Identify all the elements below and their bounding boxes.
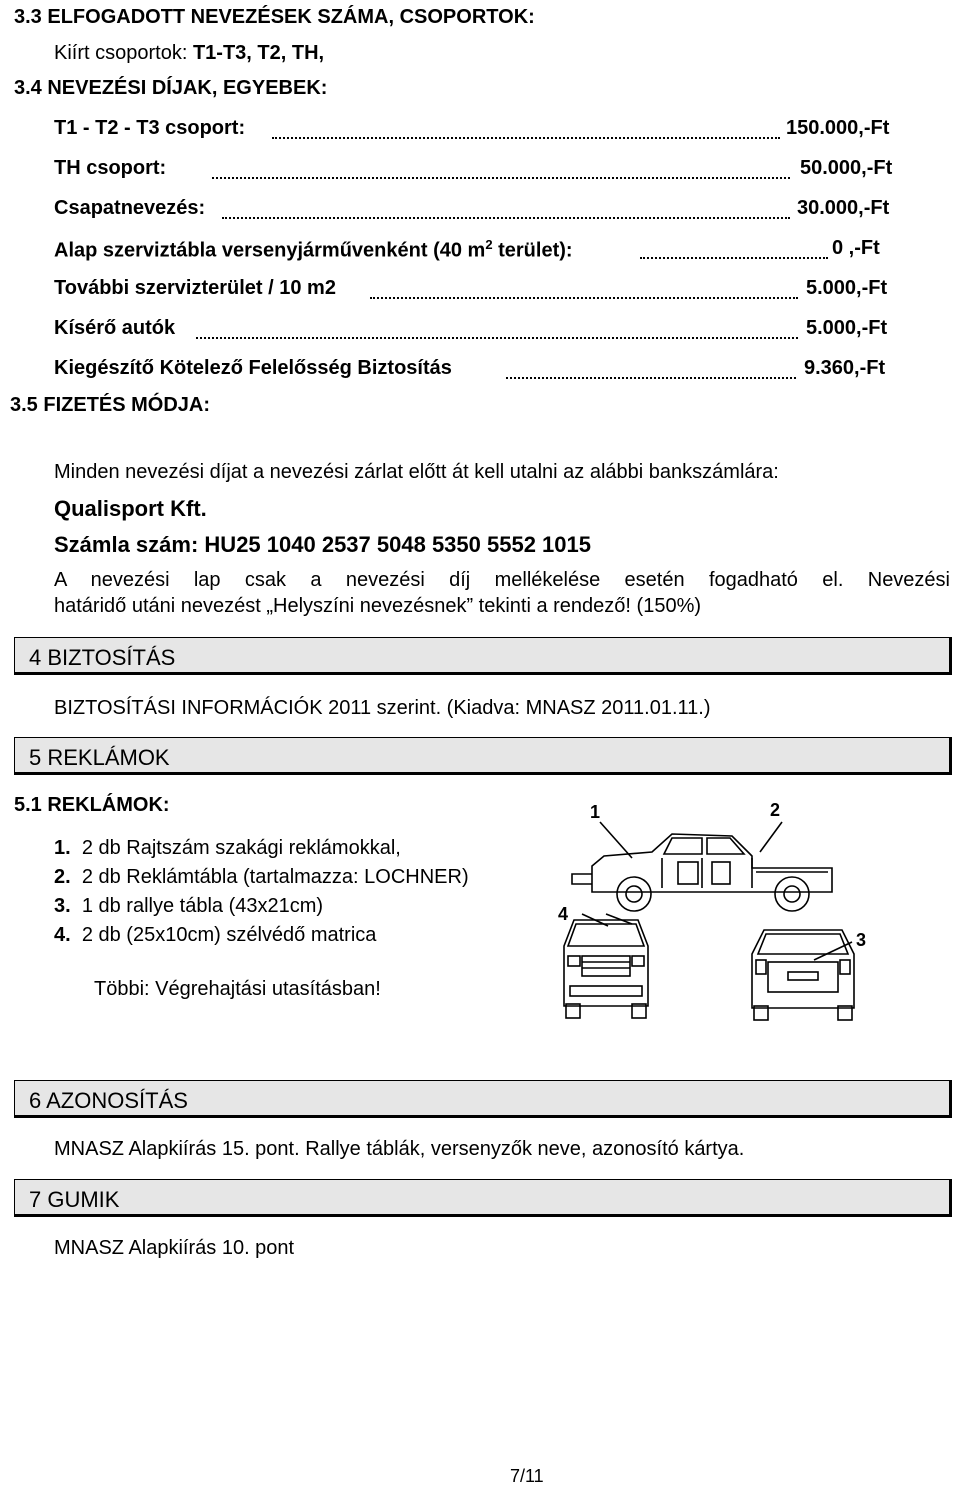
advert-item-number: 3. <box>54 895 71 917</box>
advert-item-text: 2 db Reklámtábla (tartalmazza: LOCHNER) <box>81 866 469 888</box>
dot-leader <box>272 137 780 139</box>
advert-item-number: 1. <box>54 837 71 859</box>
advert-item <box>54 866 469 889</box>
diagram-label: 2 <box>770 800 781 820</box>
advert-item <box>54 895 323 918</box>
fee-label-suffix: terület): <box>492 239 573 262</box>
fee-label: Kiegészítő Kötelező Felelősség Biztosítás <box>54 357 452 379</box>
groups-label: Kiírt csoportok: <box>54 42 188 64</box>
section-3-3-title: 3.3 ELFOGADOTT NEVEZÉSEK SZÁMA, CSOPORTOK: <box>14 6 535 28</box>
fee-amount: 30.000,-Ft <box>797 197 890 219</box>
dot-leader <box>222 217 790 219</box>
fee-label: T1 - T2 - T3 csoport: <box>54 117 246 139</box>
account-label: Számla szám: <box>54 532 199 557</box>
identification-text: MNASZ Alapkiírás 15. pont. Rallye táblák, versenyzők neve, azonosító kártya. <box>54 1138 745 1160</box>
diagram-label: 3 <box>856 930 867 950</box>
company-name: Qualisport Kft. <box>54 496 207 521</box>
section-5-1-title: 5.1 REKLÁMOK: <box>14 794 170 816</box>
advert-item-text: 2 db Rajtszám szakági reklámokkal, <box>81 837 401 859</box>
fee-label: Csapatnevezés: <box>54 197 206 219</box>
section-4-heading: 4 BIZTOSÍTÁS <box>29 645 176 670</box>
fee-label: Kísérő autók <box>54 317 176 339</box>
pickup-rear-view <box>752 930 854 1020</box>
pickup-side-view <box>572 834 832 911</box>
payment-instruction: Minden nevezési díjat a nevezési zárlat előtt át kell utalni az alábbi bankszámlára: <box>54 461 779 483</box>
page-number: 7/11 <box>510 1466 544 1486</box>
dot-leader <box>506 377 796 379</box>
section-7-heading-bar <box>14 1179 952 1217</box>
tyres-text: MNASZ Alapkiírás 10. pont <box>54 1237 295 1259</box>
groups-line <box>54 42 324 65</box>
advert-item-number: 4. <box>54 924 71 946</box>
advert-item-text: 2 db (25x10cm) szélvédő matrica <box>81 924 377 946</box>
dot-leader <box>212 177 790 179</box>
other-rules-note: Többi: Végrehajtási utasításban! <box>94 978 381 1000</box>
advert-item-number: 2. <box>54 866 71 888</box>
dot-leader <box>196 337 798 339</box>
insurance-info: BIZTOSÍTÁSI INFORMÁCIÓK 2011 szerint. (Kiadva: MNASZ 2011.01.11.) <box>54 697 711 719</box>
account-line <box>54 532 591 558</box>
pickup-front-view <box>564 920 648 1018</box>
fee-amount: 50.000,-Ft <box>800 157 893 179</box>
section-7-heading: 7 GUMIK <box>29 1187 120 1212</box>
section-6-heading: 6 AZONOSÍTÁS <box>29 1088 188 1113</box>
fee-label: További szervizterület / 10 m2 <box>54 277 336 299</box>
section-5-heading: 5 REKLÁMOK <box>29 745 170 770</box>
fee-amount: 9.360,-Ft <box>804 357 886 379</box>
section-4-heading-bar <box>14 637 952 675</box>
fee-label-area <box>54 237 573 263</box>
diagram-label: 1 <box>590 802 601 822</box>
fee-label-superscript: 2 <box>485 237 493 252</box>
fee-amount: 5.000,-Ft <box>806 277 888 299</box>
advert-item <box>54 837 401 860</box>
dot-leader <box>370 297 798 299</box>
fee-amount: 0 ,-Ft <box>832 237 880 259</box>
dot-leader <box>640 257 828 259</box>
entry-note-line-1: A nevezési lap csak a nevezési díj mellékelése esetén fogadható el. Nevezési <box>54 569 950 591</box>
advert-item-text: 1 db rallye tábla (43x21cm) <box>81 895 324 917</box>
advert-item <box>54 924 376 947</box>
section-3-4-title: 3.4 NEVEZÉSI DÍJAK, EGYEBEK: <box>14 77 328 99</box>
section-5-heading-bar <box>14 737 952 775</box>
fee-amount: 5.000,-Ft <box>806 317 888 339</box>
fee-label: Alap szerviztábla versenyjárművenként (40 m <box>54 239 486 262</box>
diagram-label: 4 <box>558 904 569 924</box>
fee-label: TH csoport: <box>54 157 167 179</box>
account-number: HU25 1040 2537 5048 5350 5552 1015 <box>204 532 591 557</box>
vehicle-advert-diagram <box>552 796 892 1032</box>
section-3-5-title: 3.5 FIZETÉS MÓDJA: <box>10 394 211 416</box>
section-6-heading-bar <box>14 1080 952 1118</box>
fee-amount: 150.000,-Ft <box>786 117 890 139</box>
groups-value: T1-T3, T2, TH, <box>192 42 325 64</box>
entry-note-line-2: határidő utáni nevezést „Helyszíni nevezésnek” tekinti a rendező! (150%) <box>54 595 702 617</box>
